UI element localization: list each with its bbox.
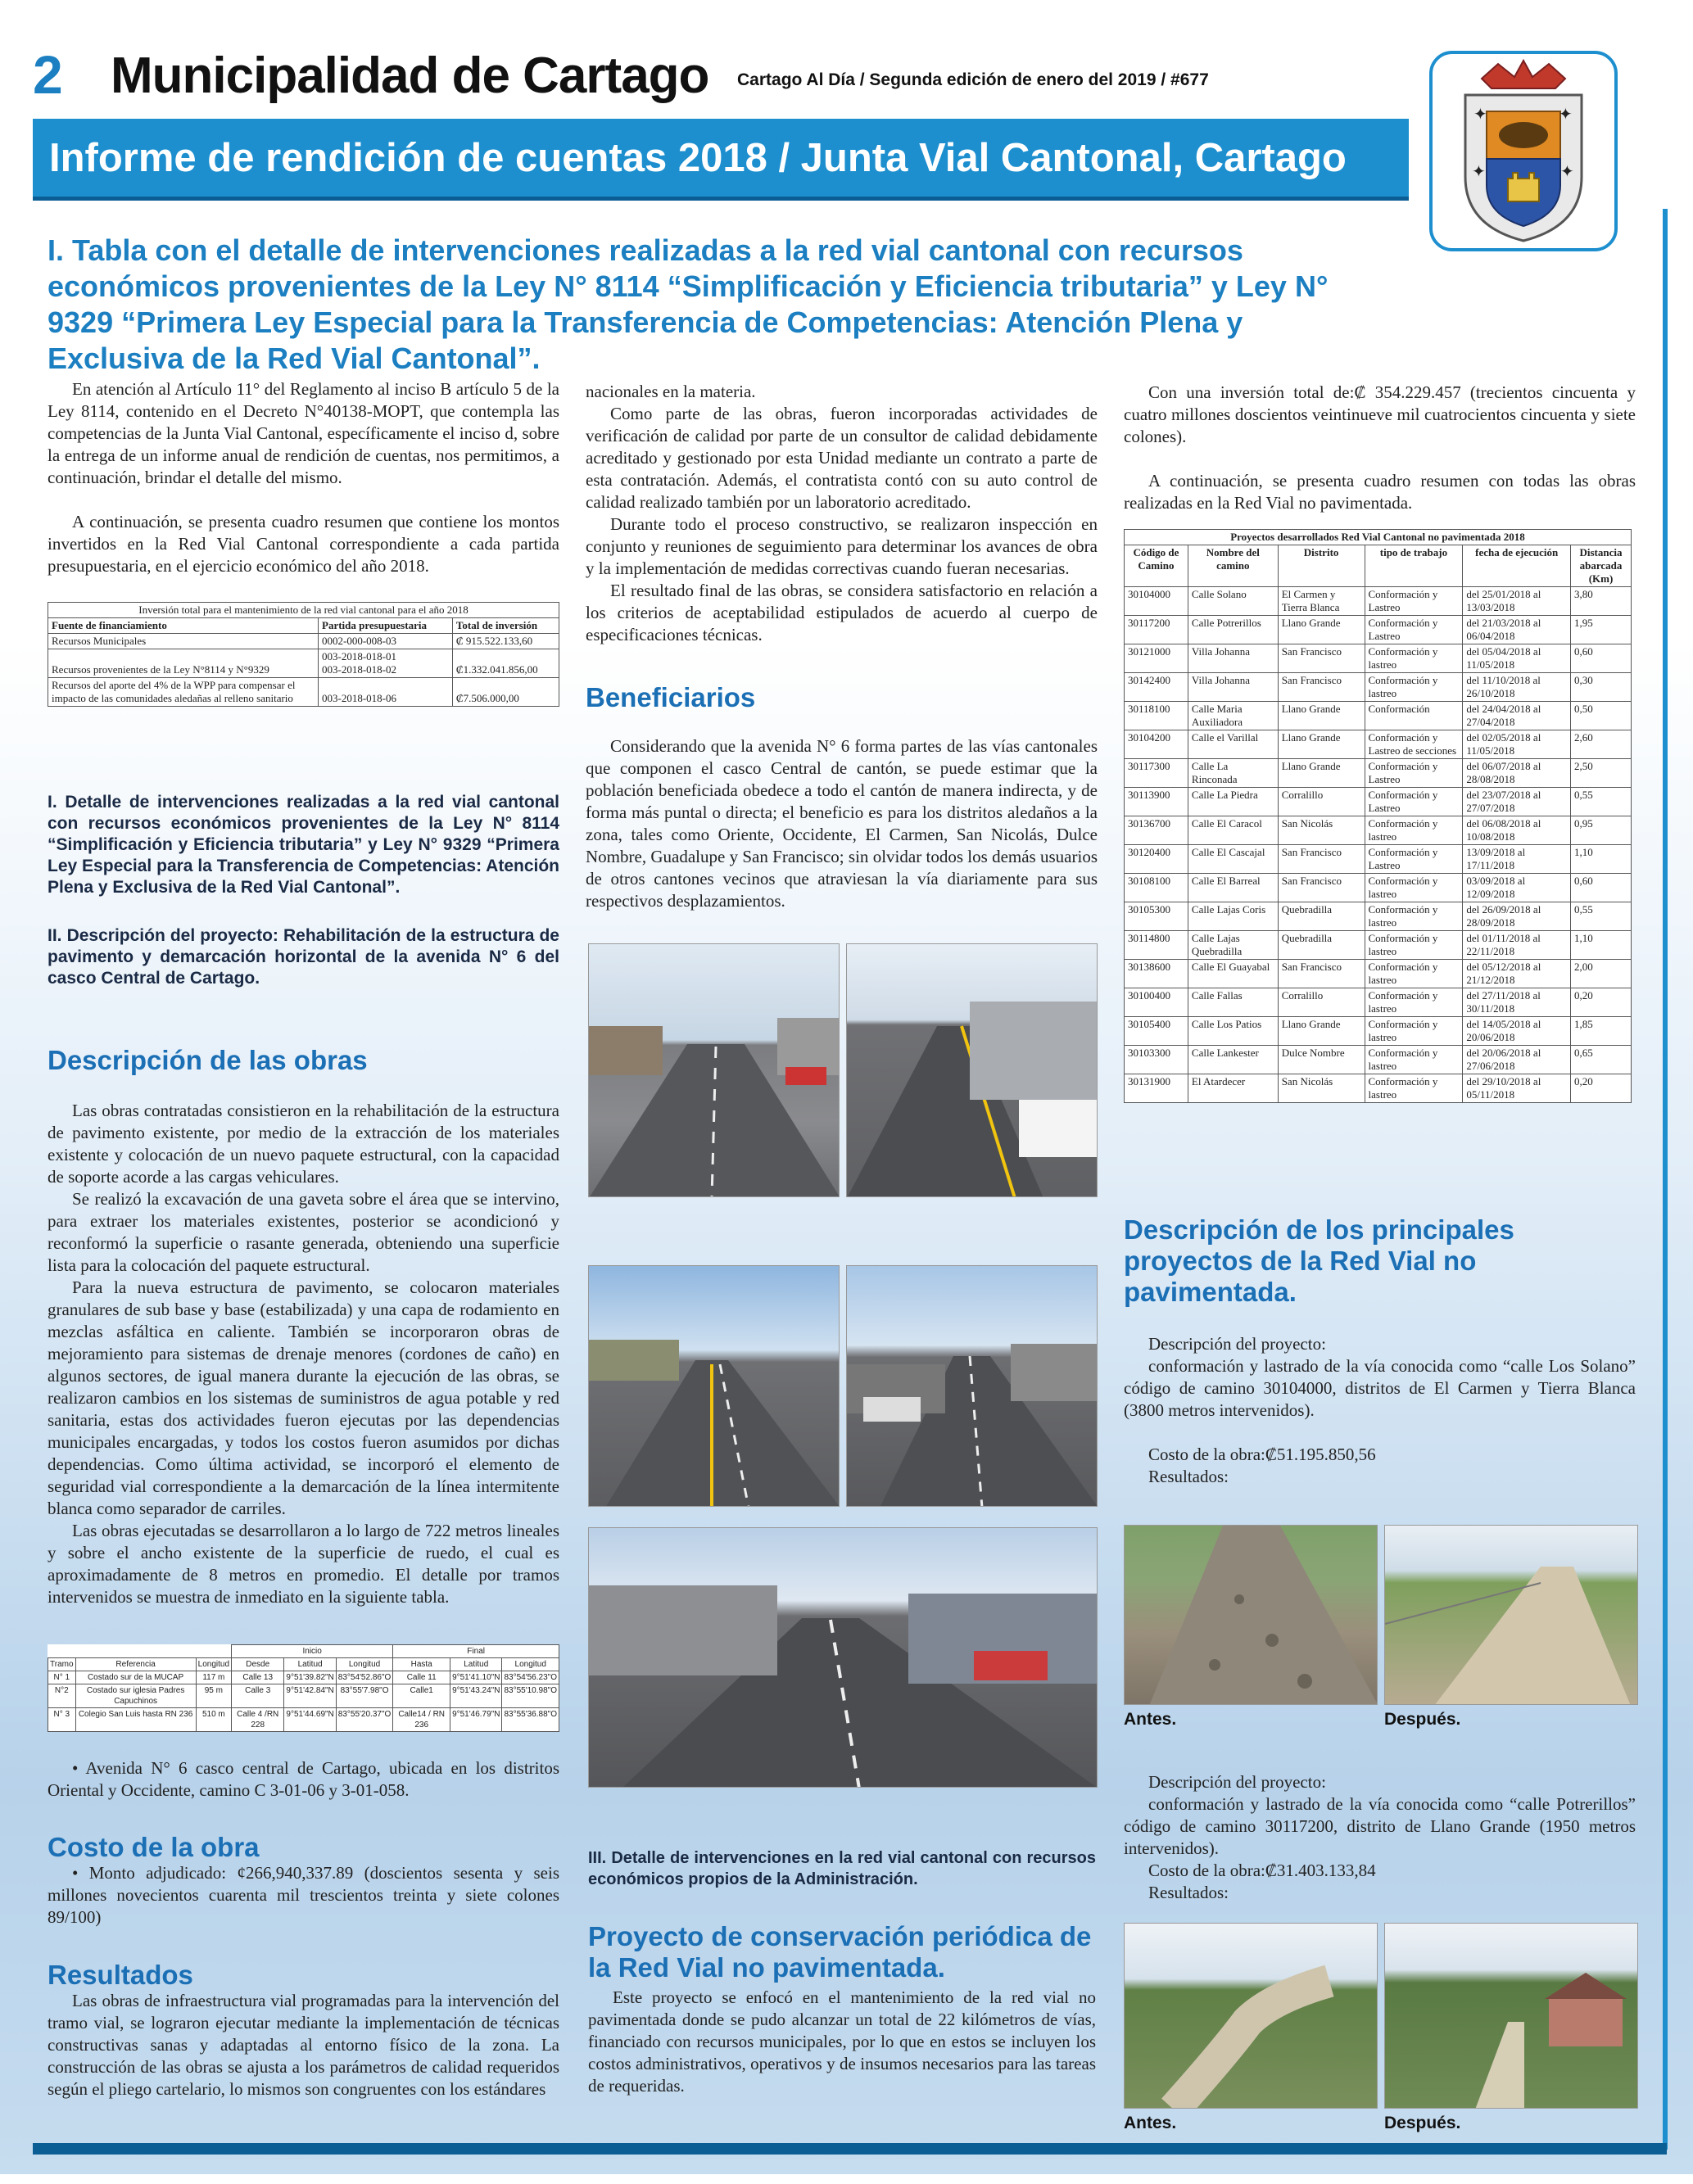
avenida-bullet: [48, 1757, 559, 1802]
table-cell: San Nicolás: [1278, 816, 1365, 845]
table-cell: Calle El Guayabal: [1188, 960, 1278, 988]
table-row: [1125, 644, 1632, 673]
table-header: Código de Camino: [1125, 545, 1188, 587]
project-two-results: Resultados:: [1148, 1883, 1229, 1902]
table-cell: Recursos Municipales: [48, 634, 319, 649]
table-cell: Calle El Cascajal: [1188, 845, 1278, 874]
table-cell: Corralillo: [1278, 988, 1365, 1017]
table-cell: 30142400: [1125, 673, 1188, 702]
section-one-title: I. Tabla con el detalle de intervenciones realizadas a la red vial cantonal con recursos económicos provenientes de la Ley N° 8114 “Simplificación y Eficiencia tributaria” y Ley N° 9329 “Primera Ley Especial para la Transferencia de Competencias: Atención Plena y Exclusiva de la Red Vial Cantonal”.: [48, 233, 1329, 375]
table-cell: 30118100: [1125, 702, 1188, 730]
table-header: Distancia abarcada (Km): [1571, 545, 1632, 587]
table-cell: 30117300: [1125, 759, 1188, 788]
table-header: Hasta: [393, 1658, 450, 1671]
principales-title: Descripción de los principales proyectos de la Red Vial no pavimentada.: [1124, 1214, 1514, 1307]
table-cell: Llano Grande: [1278, 759, 1365, 788]
table-cell: 0,60: [1571, 644, 1632, 673]
table-cell: 2,50: [1571, 759, 1632, 788]
road-photo: [588, 943, 840, 1197]
table-spacer: [48, 1645, 232, 1658]
table-cell: 9°51'46.79"N: [450, 1708, 502, 1732]
table-cell: Conformación y lastreo: [1365, 673, 1463, 702]
detail-heading: I. Detalle de intervenciones realizadas a la red vial cantonal con recursos económicos provenientes de la Ley N° 8114 “Simplificación y Eficiencia tributaria” y Ley N° 9329 “Primera Ley Especial para la Transferencia de Competencias: Atención Plena y Exclusiva de la Red Vial Cantonal”.: [48, 793, 559, 897]
table-cell: 30136700: [1125, 816, 1188, 845]
resultados-text: Las obras de infraestructura vial programadas para la intervención del tramo vial, se lograron ejecutar mediante la implementación de técnicas constructivas sanas y adaptadas al entorno físico de la zona. La construcción de las obras se ajusta a los parámetros de calidad requeridos según el pliego cartelario, lo mismos son congruentes con los estándares: [48, 1991, 559, 2099]
tramo-table: [48, 1644, 559, 1732]
costo-block: [48, 1862, 559, 1929]
table-cell: 30100400: [1125, 988, 1188, 1017]
table-cell: Llano Grande: [1278, 730, 1365, 759]
project-one-label: Descripción del proyecto:: [1148, 1334, 1326, 1354]
project-two-cost: Costo de la obra:₡31.403.133,84: [1148, 1861, 1376, 1880]
table-cell: Corralillo: [1278, 788, 1365, 816]
table-header: Total de inversión: [452, 618, 559, 634]
table-row: [1125, 874, 1632, 902]
table-cell: 83°54'52.86"O: [336, 1671, 393, 1684]
investment-table: [48, 602, 559, 707]
table-row: [1125, 1074, 1632, 1103]
cuadro-text: A continuación, se presenta cuadro resumen con todas las obras realizadas en la Red Vial no pavimentada.: [1124, 471, 1636, 513]
table-row: [1125, 702, 1632, 730]
beneficiarios-title: Beneficiarios: [586, 682, 756, 712]
table-cell: 83°55'36.88"O: [502, 1708, 559, 1732]
table-cell: Conformación y Lastreo: [1365, 587, 1463, 616]
table-cell: Calle Potrerillos: [1188, 616, 1278, 644]
table-cell: San Francisco: [1278, 644, 1365, 673]
resultados-block: [48, 1990, 559, 2100]
table-cell: Costado sur iglesia Padres Capuchinos: [75, 1684, 196, 1708]
table-cell: Conformación y Lastreo: [1365, 616, 1463, 644]
table-cell: El Carmen y Tierra Blanca: [1278, 587, 1365, 616]
table-row: [1125, 960, 1632, 988]
table-cell: Villa Johanna: [1188, 673, 1278, 702]
table-header: Referencia: [75, 1658, 196, 1671]
table-header: Desde: [232, 1658, 284, 1671]
costo-title: Costo de la obra: [48, 1832, 260, 1862]
table-group-header: Inicio: [232, 1645, 393, 1658]
table-cell: 30117200: [1125, 616, 1188, 644]
table-cell: 1,10: [1571, 845, 1632, 874]
table-cell: del 29/10/2018 al 05/11/2018: [1463, 1074, 1571, 1103]
project-two-label: Descripción del proyecto:: [1148, 1772, 1326, 1792]
table-cell: Conformación y lastreo: [1365, 931, 1463, 960]
table-cell: 30131900: [1125, 1074, 1188, 1103]
obras-title: Descripción de las obras: [48, 1045, 368, 1075]
table-cell: Calle 3: [232, 1684, 284, 1708]
table-cell: Conformación y lastreo: [1365, 960, 1463, 988]
table-cell: Quebradilla: [1278, 931, 1365, 960]
edition-line: Cartago Al Día / Segunda edición de enero del 2019 / #677: [737, 70, 1209, 89]
intro-text: [48, 378, 559, 577]
before-caption: Antes.: [1124, 2114, 1177, 2132]
table-row: [1125, 845, 1632, 874]
road-photo: [588, 1527, 1098, 1788]
table-cell: San Francisco: [1278, 845, 1365, 874]
table-cell: 1,95: [1571, 616, 1632, 644]
table-cell: Conformación y Lastreo de secciones: [1365, 730, 1463, 759]
table-cell: 003-2018-018-01 003-2018-018-02: [319, 649, 453, 678]
table-cell: Calle El Barreal: [1188, 874, 1278, 902]
crest-icon: [1433, 54, 1614, 248]
table-row: [1125, 759, 1632, 788]
table-cell: Villa Johanna: [1188, 644, 1278, 673]
table-cell: 9°51'39.82"N: [284, 1671, 336, 1684]
table-cell: 9°51'44.69"N: [284, 1708, 336, 1732]
table-cell: 0,55: [1571, 902, 1632, 931]
quality-paragraph-1: Como parte de las obras, fueron incorporadas actividades de verificación de calidad por parte de un consultor de calidad debidamente acreditado y gestionado por esta Unidad mediante un contrato a parte de esta contratación. Además, el contratista contó con su auto control de calidad realizado también por un laboratorio acreditado.: [586, 404, 1098, 512]
project-one-block: [1124, 1333, 1636, 1488]
table-header: tipo de trabajo: [1365, 545, 1463, 587]
table-cell: 30120400: [1125, 845, 1188, 874]
table-cell: Conformación y lastreo: [1365, 1046, 1463, 1074]
quality-paragraph-3: El resultado final de las obras, se considera satisfactorio en relación a los criterios de aceptabilidad estipulados de acuerdo al cuerpo de especificaciones técnicas.: [586, 581, 1098, 644]
table-row: [48, 1671, 559, 1684]
table-cell: Calle Lajas Coris: [1188, 902, 1278, 931]
table-cell: 1,10: [1571, 931, 1632, 960]
table-cell: Costado sur de la MUCAP: [75, 1671, 196, 1684]
table-cell: del 21/03/2018 al 06/04/2018: [1463, 616, 1571, 644]
table-cell: 30108100: [1125, 874, 1188, 902]
table-cell: San Francisco: [1278, 960, 1365, 988]
table-cell: 3,80: [1571, 587, 1632, 616]
unpaved-projects-table: [1124, 529, 1632, 1103]
table-cell: Calle 11: [393, 1671, 450, 1684]
table-cell: 0,50: [1571, 702, 1632, 730]
table-group-header: Final: [393, 1645, 559, 1658]
table-header: Latitud: [284, 1658, 336, 1671]
table-cell: Conformación y lastreo: [1365, 1017, 1463, 1046]
table-cell: 30138600: [1125, 960, 1188, 988]
after-photo: [1384, 1923, 1638, 2109]
avenida-bullet-text: • Avenida N° 6 casco central de Cartago, ubicada en los distritos Oriental y Occidente, camino C 3-01-06 y 3-01-058.: [48, 1758, 559, 1800]
before-photo: [1124, 1923, 1378, 2109]
table-cell: del 06/08/2018 al 10/08/2018: [1463, 816, 1571, 845]
table-row: [1125, 788, 1632, 816]
table-row: [1125, 730, 1632, 759]
table-cell: N° 1: [48, 1671, 76, 1684]
table-row: [1125, 931, 1632, 960]
table-cell: 9°51'41.10"N: [450, 1671, 502, 1684]
banner-title: Informe de rendición de cuentas 2018 / Junta Vial Cantonal, Cartago: [49, 136, 1347, 180]
obras-text: [48, 1100, 559, 1608]
table-cell: 0,65: [1571, 1046, 1632, 1074]
table-row: [48, 678, 559, 707]
quality-paragraph-0: nacionales en la materia.: [586, 382, 756, 401]
table-cell: 83°55'7.98"O: [336, 1684, 393, 1708]
road-photo: [588, 1265, 840, 1507]
table-cell: 30105300: [1125, 902, 1188, 931]
table-cell: Colegio San Luis hasta RN 236: [75, 1708, 196, 1732]
table-header: Longitud: [196, 1658, 231, 1671]
road-photo: [846, 943, 1098, 1197]
conservacion-text: Este proyecto se enfocó en el mantenimiento de la red vial no pavimentada donde se pudo alcanzar un total de 22 kilómetros de vías, financiado con recursos municipales, por lo que en estos se incluyen los costos administrativos, operativos y de insumos necesarios para las tareas de requeridas.: [588, 1987, 1096, 2096]
table-cell: 30103300: [1125, 1046, 1188, 1074]
intro-paragraph-2: A continuación, se presenta cuadro resumen que contiene los montos invertidos en la Red Vial Cantonal correspondiente a cada partida presupuestaria, en el ejercicio económico del año 2018.: [48, 512, 559, 576]
right-border-rule: [1663, 209, 1668, 2150]
table-cell: Llano Grande: [1278, 1017, 1365, 1046]
table-row: [1125, 587, 1632, 616]
table-cell: 9°51'42.84"N: [284, 1684, 336, 1708]
table-cell: 1,85: [1571, 1017, 1632, 1046]
table-cell: ₡1.332.041.856,00: [452, 649, 559, 678]
table-cell: 2,00: [1571, 960, 1632, 988]
page-number: 2: [33, 44, 63, 105]
table-header: Fuente de financiamiento: [48, 618, 319, 634]
table-cell: Conformación y Lastreo: [1365, 845, 1463, 874]
table-cell: 30105400: [1125, 1017, 1188, 1046]
table-cell: del 05/04/2018 al 11/05/2018: [1463, 644, 1571, 673]
table-cell: Dulce Nombre: [1278, 1046, 1365, 1074]
conservacion-title: Proyecto de conservación periódica de la Red Vial no pavimentada.: [588, 1921, 1092, 1983]
table-header: Latitud: [450, 1658, 502, 1671]
table-header: Nombre del camino: [1188, 545, 1278, 587]
table-cell: Conformación y Lastreo: [1365, 788, 1463, 816]
table-cell: Conformación y lastreo: [1365, 874, 1463, 902]
table-cell: Conformación y Lastreo: [1365, 759, 1463, 788]
svg-text:✦: ✦: [1559, 104, 1573, 124]
table-row: [48, 1684, 559, 1708]
table-cell: Calle Los Patios: [1188, 1017, 1278, 1046]
table-cell: N°2: [48, 1684, 76, 1708]
table-cell: Calle Fallas: [1188, 988, 1278, 1017]
table-cell: Recursos del aporte del 4% de la WPP para compensar el impacto de las comunidades aledañas al relleno sanitario: [48, 678, 319, 707]
bottom-rule: [33, 2143, 1667, 2155]
table-title: Inversión total para el mantenimiento de la red vial cantonal para el año 2018: [48, 603, 559, 618]
table-cell: 0,30: [1571, 673, 1632, 702]
table-cell: del 25/01/2018 al 13/03/2018: [1463, 587, 1571, 616]
table-cell: 30121000: [1125, 644, 1188, 673]
table-cell: ₡ 915.522.133,60: [452, 634, 559, 649]
table-row: [1125, 1017, 1632, 1046]
table-row: [1125, 673, 1632, 702]
table-cell: 003-2018-018-06: [319, 678, 453, 707]
table-row: [48, 1708, 559, 1732]
table-cell: Recursos provenientes de la Ley N°8114 y N°9329: [48, 649, 319, 678]
table-cell: Conformación: [1365, 702, 1463, 730]
table-cell: 0,60: [1571, 874, 1632, 902]
table-cell: 13/09/2018 al 17/11/2018: [1463, 845, 1571, 874]
table-cell: 83°54'56.23"O: [502, 1671, 559, 1684]
before-caption: Antes.: [1124, 1710, 1177, 1729]
table-cell: del 05/12/2018 al 21/12/2018: [1463, 960, 1571, 988]
table-cell: 83°55'10.98"O: [502, 1684, 559, 1708]
svg-text:✦: ✦: [1560, 161, 1574, 181]
obras-paragraph-4: Las obras ejecutadas se desarrollaron a lo largo de 722 metros lineales y sobre el ancho existente de la superficie de ruedo, el cual es aproximadamente de 8 metros en promedio. El detalle por tramos intervenidos se muestra de inmediato en la siguiente tabla.: [48, 1521, 559, 1607]
table-cell: del 11/10/2018 al 26/10/2018: [1463, 673, 1571, 702]
table-cell: Calle El Caracol: [1188, 816, 1278, 845]
table-cell: Calle La Piedra: [1188, 788, 1278, 816]
table-cell: del 02/05/2018 al 11/05/2018: [1463, 730, 1571, 759]
table-cell: del 23/07/2018 al 27/07/2018: [1463, 788, 1571, 816]
table-cell: del 14/05/2018 al 20/06/2018: [1463, 1017, 1571, 1046]
resultados-title: Resultados: [48, 1960, 193, 1990]
section-three-heading: III. Detalle de intervenciones en la red vial cantonal con recursos económicos propios de la Administración.: [588, 1849, 1096, 1888]
table-cell: 9°51'43.24"N: [450, 1684, 502, 1708]
project-one-cost: Costo de la obra:₡51.195.850,56: [1148, 1445, 1376, 1464]
table-body: [1125, 587, 1632, 1103]
table-cell: 0,20: [1571, 1074, 1632, 1103]
table-row: [1125, 902, 1632, 931]
table-header: fecha de ejecución: [1463, 545, 1571, 587]
quality-paragraph-2: Durante todo el proceso constructivo, se realizaron inspección en conjunto y reuniones de seguimiento para determinar los avances de obra y la implementación de medidas correctivas cuando fueran necesarias.: [586, 514, 1098, 578]
table-row: [48, 649, 559, 678]
table-cell: 03/09/2018 al 12/09/2018: [1463, 874, 1571, 902]
before-photo: [1124, 1525, 1378, 1705]
table-cell: 30104000: [1125, 587, 1188, 616]
table-cell: 30114800: [1125, 931, 1188, 960]
table-cell: 510 m: [196, 1708, 231, 1732]
beneficiarios-block: [586, 735, 1098, 912]
intro-paragraph-1: En atención al Artículo 11° del Reglamento al inciso B artículo 5 de la Ley 8114, contenido en el Decreto N°40138-MOPT, que contempla las competencias de la Junta Vial Cantonal, específicamente el inciso d, sobre la entrega de un informe anual de rendición de cuentas, nos permitimos, a continuación, brindar el detalle del mismo.: [48, 379, 559, 487]
obras-paragraph-1: Las obras contratadas consistieron en la rehabilitación de la estructura de pavimento existente, por medio de la extracción de los materiales existente y colocación de un nuevo paquete estructural, con la capacidad de soporte acorde a las cargas vehiculares.: [48, 1101, 559, 1187]
table-cell: 30113900: [1125, 788, 1188, 816]
table-cell: Calle Lankester: [1188, 1046, 1278, 1074]
table-cell: Calle Maria Auxiliadora: [1188, 702, 1278, 730]
table-cell: Calle Lajas Quebradilla: [1188, 931, 1278, 960]
table-cell: Calle el Varillal: [1188, 730, 1278, 759]
project-one-results: Resultados:: [1148, 1467, 1229, 1486]
table-cell: Calle 13: [232, 1671, 284, 1684]
table-cell: Conformación y lastreo: [1365, 988, 1463, 1017]
table-cell: 0,95: [1571, 816, 1632, 845]
table-cell: Llano Grande: [1278, 702, 1365, 730]
table-cell: San Francisco: [1278, 673, 1365, 702]
table-cell: ₡7.506.000,00: [452, 678, 559, 707]
table-cell: 0,55: [1571, 788, 1632, 816]
inversion-text: Con una inversión total de:₡ 354.229.457 (trecientos cincuenta y cuatro millones doscientos veintinueve mil cuatrocientos cincuenta y siete colones).: [1124, 382, 1636, 446]
beneficiarios-text: Considerando que la avenida N° 6 forma partes de las vías cantonales que componen el casco Central de cantón, se puede estimar que la población beneficiada obedece a todo el cantón de manera indirecta, y de forma más puntal o directa; el beneficio es para los distritos aledaños a la zona, tales como Oriente, Occidente, El Carmen, San Nicolás, Dulce Nombre, Guadalupe y San Francisco; sin olvidar todos los demás usuarios de otros cantones vecinos que atraviesan la vía diariamente para sus respectivos desplazamientos.: [586, 736, 1098, 911]
table-cell: San Nicolás: [1278, 1074, 1365, 1103]
table-cell: del 20/06/2018 al 27/06/2018: [1463, 1046, 1571, 1074]
obras-paragraph-3: Para la nueva estructura de pavimento, se colocaron materiales granulares de sub base y base (estabilizada) y una capa de rodamiento en mezclas asfáltica en caliente. También se incorporaron obras de mejoramiento para sistemas de drenaje menores (cordones de caño) en algunos sectores, de igual manera durante la ejecución de las obras, se realizaron cambios en los sistemas de suministros de agua potable y red sanitaria, estas dos actividades fueron ejecutas por las dependencias municipales encargadas, y todos los costos fueron asumidos por dichas dependencias. Como última actividad, se incorporó el elemento de seguridad vial correspondiente a la demarcación de la línea intermitente blanca como separador de carriles.: [48, 1277, 559, 1518]
after-caption: Después.: [1384, 2114, 1461, 2132]
svg-text:✦: ✦: [1473, 104, 1487, 124]
table-cell: San Francisco: [1278, 874, 1365, 902]
table-cell: Llano Grande: [1278, 616, 1365, 644]
table-row: [48, 634, 559, 649]
table-cell: 95 m: [196, 1684, 231, 1708]
table-row: [1125, 616, 1632, 644]
project-one-text: conformación y lastrado de la vía conocida como “calle Los Solano” código de camino 30104000, distritos de El Carmen y Tierra Blanca (3800 metros intervenidos).: [1124, 1356, 1636, 1420]
after-photo: [1384, 1525, 1638, 1705]
table-cell: Quebradilla: [1278, 902, 1365, 931]
table-cell: 0,20: [1571, 988, 1632, 1017]
table-row: [1125, 816, 1632, 845]
masthead: Municipalidad de Cartago: [111, 47, 709, 104]
table-header: Distrito: [1278, 545, 1365, 587]
costo-text: • Monto adjudicado: ¢266,940,337.89 (doscientos sesenta y seis millones novecientos cuarenta mil trescientos treinta y siete colones 89/100): [48, 1863, 559, 1927]
table-cell: N° 3: [48, 1708, 76, 1732]
municipal-crest: [1429, 51, 1618, 251]
table-cell: 83°55'20.37"O: [336, 1708, 393, 1732]
table-cell: del 26/09/2018 al 28/09/2018: [1463, 902, 1571, 931]
table-cell: Calle La Rinconada: [1188, 759, 1278, 788]
project-heading: II. Descripción del proyecto: Rehabilitación de la estructura de pavimento y demarcación horizontal de la avenida N° 6 del casco Central de Cartago.: [48, 926, 559, 988]
table-cell: Calle Solano: [1188, 587, 1278, 616]
table-cell: del 01/11/2018 al 22/11/2018: [1463, 931, 1571, 960]
table-cell: Conformación y lastreo: [1365, 644, 1463, 673]
svg-text:✦: ✦: [1472, 161, 1486, 181]
table-cell: 30104200: [1125, 730, 1188, 759]
after-caption: Después.: [1384, 1710, 1461, 1729]
project-two-text: conformación y lastrado de la vía conocida como “calle Potrerillos” código de camino 30117200, distrito de Llano Grande (1950 metros intervenidos).: [1124, 1794, 1636, 1858]
road-photo: [846, 1265, 1098, 1507]
table-cell: 2,60: [1571, 730, 1632, 759]
table-cell: Calle1: [393, 1684, 450, 1708]
table-row: [1125, 1046, 1632, 1074]
table-cell: del 06/07/2018 al 28/08/2018: [1463, 759, 1571, 788]
quality-text: [586, 381, 1098, 646]
table-cell: del 27/11/2018 al 30/11/2018: [1463, 988, 1571, 1017]
inversion-block: [1124, 382, 1636, 514]
obras-paragraph-2: Se realizó la excavación de una gaveta sobre el área que se intervino, para extraer los materiales existentes, posterior se acondicionó y reconformó la superficie o rasante generada, obteniendo una superficie lista para la colocación del paquete estructural.: [48, 1189, 559, 1275]
table-cell: Calle14 / RN 236: [393, 1708, 450, 1732]
table-cell: El Atardecer: [1188, 1074, 1278, 1103]
table-cell: Conformación y lastreo: [1365, 1074, 1463, 1103]
table-cell: Conformación y lastreo: [1365, 902, 1463, 931]
table-cell: 117 m: [196, 1671, 231, 1684]
table-row: [1125, 988, 1632, 1017]
table-cell: 0002-000-008-03: [319, 634, 453, 649]
table-cell: del 24/04/2018 al 27/04/2018: [1463, 702, 1571, 730]
table-title: Proyectos desarrollados Red Vial Cantonal no pavimentada 2018: [1125, 530, 1632, 545]
project-two-block: [1124, 1771, 1636, 1904]
table-cell: Calle 4 /RN 228: [232, 1708, 284, 1732]
table-header: Tramo: [48, 1658, 76, 1671]
table-cell: Conformación y lastreo: [1365, 816, 1463, 845]
table-header: Longitud: [502, 1658, 559, 1671]
table-header: Partida presupuestaria: [319, 618, 453, 634]
conservacion-block: [588, 1987, 1096, 2097]
table-header: Longitud: [336, 1658, 393, 1671]
